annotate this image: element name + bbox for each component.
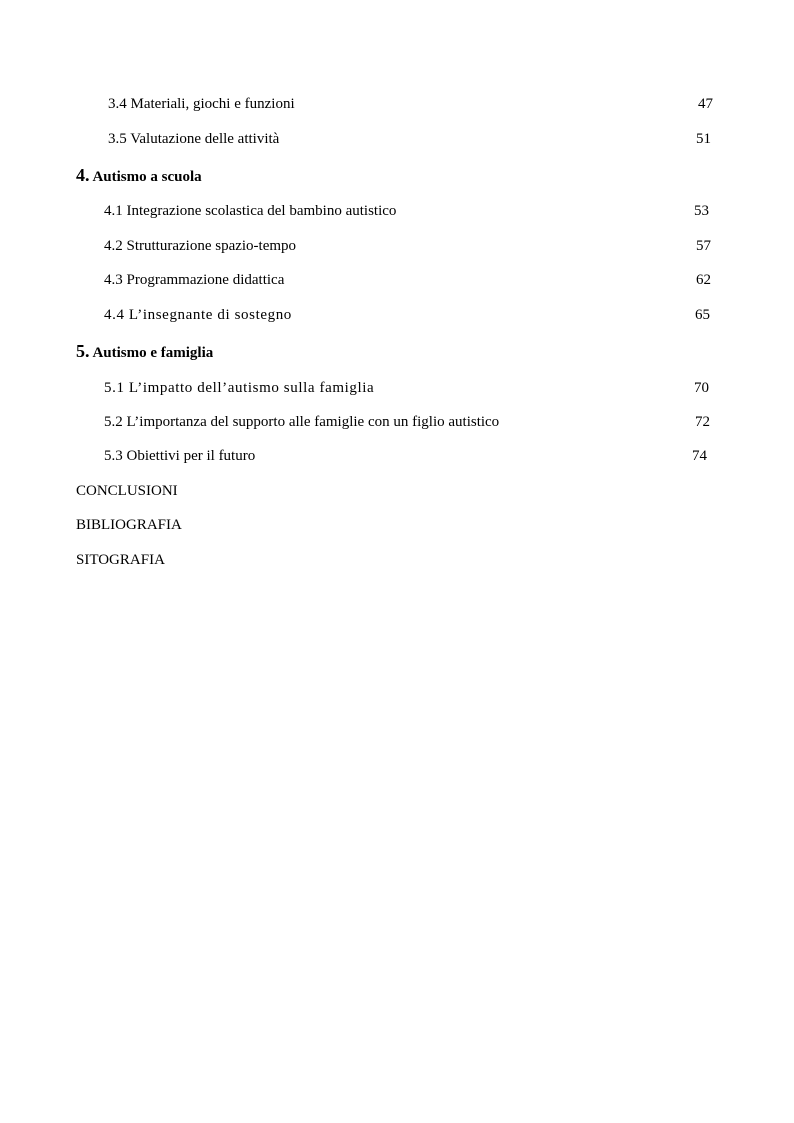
toc-page-3-5: 51 bbox=[696, 131, 711, 147]
toc-page-5-1: 70 bbox=[694, 380, 709, 396]
toc-page-5-3: 74 bbox=[692, 448, 707, 464]
toc-entry-5-1: 5.1 L’impatto dell’autismo sulla famiglia bbox=[104, 380, 375, 396]
toc-heading-4 bbox=[76, 165, 202, 187]
toc-conclusioni: CONCLUSIONI bbox=[76, 483, 178, 499]
toc-page-4-1: 53 bbox=[694, 203, 709, 219]
toc-heading-5-number: 5. bbox=[76, 341, 90, 361]
toc-entry-4-4: 4.4 L’insegnante di sostegno bbox=[104, 307, 292, 323]
toc-page-3-4: 47 bbox=[698, 96, 713, 112]
toc-entry-5-3: 5.3 Obiettivi per il futuro bbox=[104, 448, 256, 464]
toc-bibliografia: BIBLIOGRAFIA bbox=[76, 517, 182, 533]
toc-heading-5-title: Autismo e famiglia bbox=[92, 345, 214, 361]
toc-heading-4-number: 4. bbox=[76, 165, 90, 185]
toc-entry-4-1: 4.1 Integrazione scolastica del bambino autistico bbox=[104, 203, 397, 219]
toc-heading-4-title: Autismo a scuola bbox=[92, 169, 202, 185]
toc-sitografia: SITOGRAFIA bbox=[76, 552, 165, 568]
toc-entry-4-2: 4.2 Strutturazione spazio-tempo bbox=[104, 238, 297, 254]
toc-page-4-2: 57 bbox=[696, 238, 711, 254]
toc-entry-3-4: 3.4 Materiali, giochi e funzioni bbox=[108, 96, 295, 112]
toc-page-5-2: 72 bbox=[695, 414, 710, 430]
toc-entry-3-5: 3.5 Valutazione delle attività bbox=[108, 131, 280, 147]
toc-entry-4-3: 4.3 Programmazione didattica bbox=[104, 272, 285, 288]
toc-heading-5 bbox=[76, 341, 213, 363]
toc-entry-5-2: 5.2 L’importanza del supporto alle famiglie con un figlio autistico bbox=[104, 414, 500, 430]
toc-page-4-3: 62 bbox=[696, 272, 711, 288]
toc-page-4-4: 65 bbox=[695, 307, 710, 323]
